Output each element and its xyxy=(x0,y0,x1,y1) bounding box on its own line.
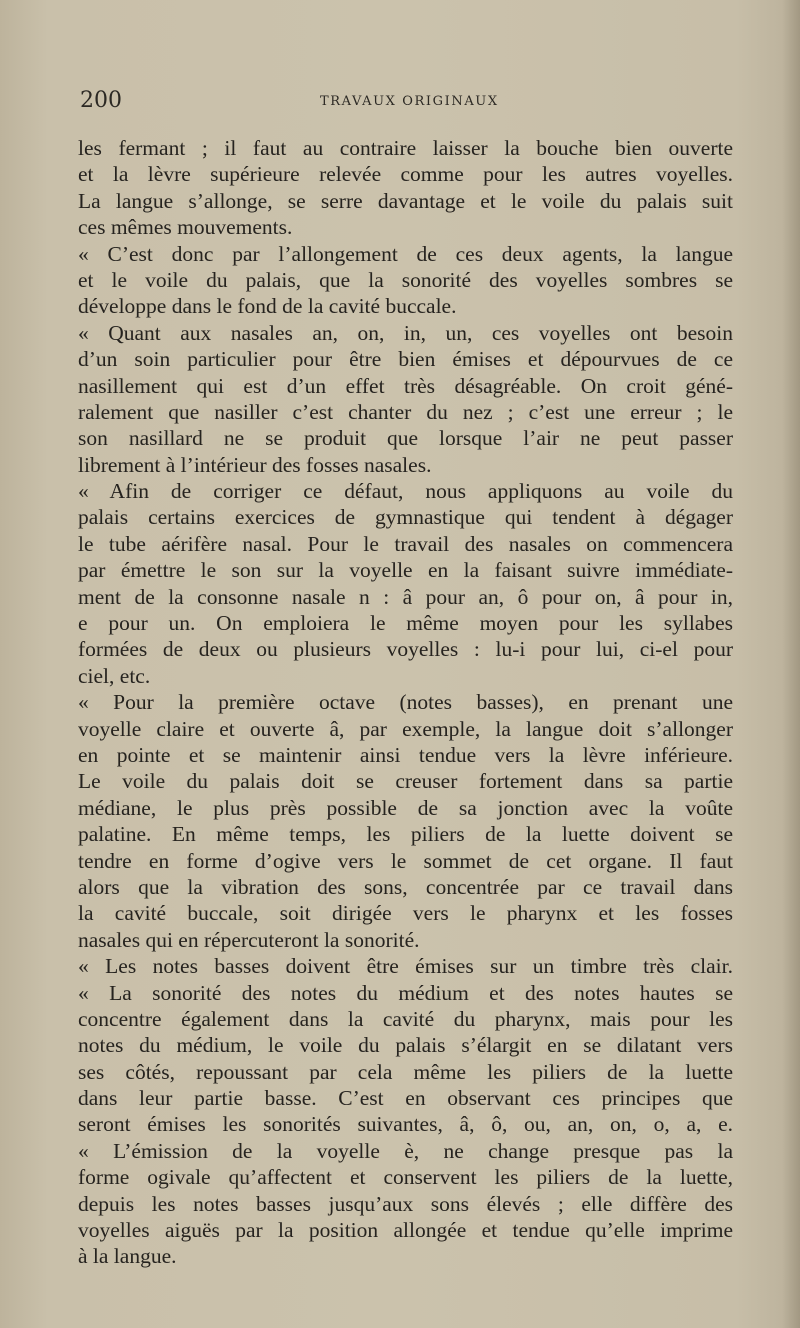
text-line: palais certains exercices de gymnastique qui tendent à dégager xyxy=(78,505,733,530)
text-line: voyelles aiguës par la position allongée et tendue qu’elle imprime xyxy=(78,1218,733,1243)
text-line: « C’est donc par l’allongement de ces deux agents, la langue xyxy=(78,241,733,266)
text-line: ces mêmes mouvements. xyxy=(78,215,293,240)
text-line: « La sonorité des notes du médium et des notes hautes se xyxy=(78,980,733,1005)
text-line: en pointe et se maintenir ainsi tendue vers la lèvre inférieure. xyxy=(78,742,733,767)
text-line: tendre en forme d’ogive vers le sommet de cet organe. Il faut xyxy=(78,848,733,873)
text-line: ses côtés, repoussant par cela même les piliers de la luette xyxy=(78,1059,733,1084)
body-text xyxy=(78,135,733,1270)
text-line: les fermant ; il faut au contraire laisser la bouche bien ouverte xyxy=(78,136,733,160)
text-line: palatine. En même temps, les piliers de la luette doivent se xyxy=(78,822,733,847)
text-line: La langue s’allonge, se serre davantage et le voile du palais suit xyxy=(78,188,733,213)
text-line: « Les notes basses doivent être émises sur un timbre très clair. xyxy=(78,954,733,979)
text-line: ment de la consonne nasale n : â pour an, ô pour on, â pour in, xyxy=(78,584,733,609)
text-line: « Afin de corriger ce défaut, nous appliquons au voile du xyxy=(78,479,733,504)
text-line: notes du médium, le voile du palais s’élargit en se dilatant vers xyxy=(78,1033,733,1058)
text-line: dans leur partie basse. C’est en observant ces principes que xyxy=(78,1086,733,1111)
text-line: Le voile du palais doit se creuser fortement dans sa partie xyxy=(78,769,733,794)
text-line: développe dans le fond de la cavité buccale. xyxy=(78,294,457,319)
text-line: alors que la vibration des sons, concentrée par ce travail dans xyxy=(78,874,733,899)
text-line: depuis les notes basses jusqu’aux sons élevés ; elle diffère des xyxy=(78,1191,733,1216)
text-line: par émettre le son sur la voyelle en la faisant suivre immédiate- xyxy=(78,558,733,583)
text-line: d’un soin particulier pour être bien émises et dépourvues de ce xyxy=(78,347,733,372)
text-line: « Pour la première octave (notes basses), en prenant une xyxy=(78,690,733,715)
text-line: à la langue. xyxy=(78,1244,177,1269)
text-line: forme ogivale qu’affectent et conservent les piliers de la luette, xyxy=(78,1165,733,1190)
text-line: nasillement qui est d’un effet très désagréable. On croit géné- xyxy=(78,373,733,398)
text-line: et la lèvre supérieure relevée comme pour les autres voyelles. xyxy=(78,162,733,187)
running-head: TRAVAUX ORIGINAUX xyxy=(320,94,499,109)
page-header xyxy=(80,88,740,118)
text-line: ralement que nasiller c’est chanter du nez ; c’est une erreur ; le xyxy=(78,399,733,424)
page-number: 200 xyxy=(80,88,122,113)
text-line: formées de deux ou plusieurs voyelles : lu-i pour lui, ci-el pour xyxy=(78,637,733,662)
text-line: « L’émission de la voyelle è, ne change presque pas la xyxy=(78,1138,733,1163)
text-line: voyelle claire et ouverte â, par exemple, la langue doit s’allonger xyxy=(78,716,733,741)
text-line: seront émises les sonorités suivantes, â, ô, ou, an, on, o, a, e. xyxy=(78,1112,733,1137)
text-line: le tube aérifère nasal. Pour le travail des nasales on commencera xyxy=(78,531,733,556)
text-line: et le voile du palais, que la sonorité des voyelles sombres se xyxy=(78,267,733,292)
text-line: concentre également dans la cavité du pharynx, mais pour les xyxy=(78,1006,733,1031)
page-edge-shadow xyxy=(782,0,800,1328)
text-line: son nasillard ne se produit que lorsque l’air ne peut passer xyxy=(78,426,733,451)
text-line: e pour un. On emploiera le même moyen pour les syllabes xyxy=(78,611,733,636)
text-line: « Quant aux nasales an, on, in, un, ces voyelles ont besoin xyxy=(78,320,733,345)
text-line: librement à l’intérieur des fosses nasales. xyxy=(78,452,432,477)
text-line: la cavité buccale, soit dirigée vers le pharynx et les fosses xyxy=(78,901,733,926)
text-line: nasales qui en répercuteront la sonorité. xyxy=(78,927,420,952)
text-line: ciel, etc. xyxy=(78,663,151,688)
text-line: médiane, le plus près possible de sa jonction avec la voûte xyxy=(78,795,733,820)
